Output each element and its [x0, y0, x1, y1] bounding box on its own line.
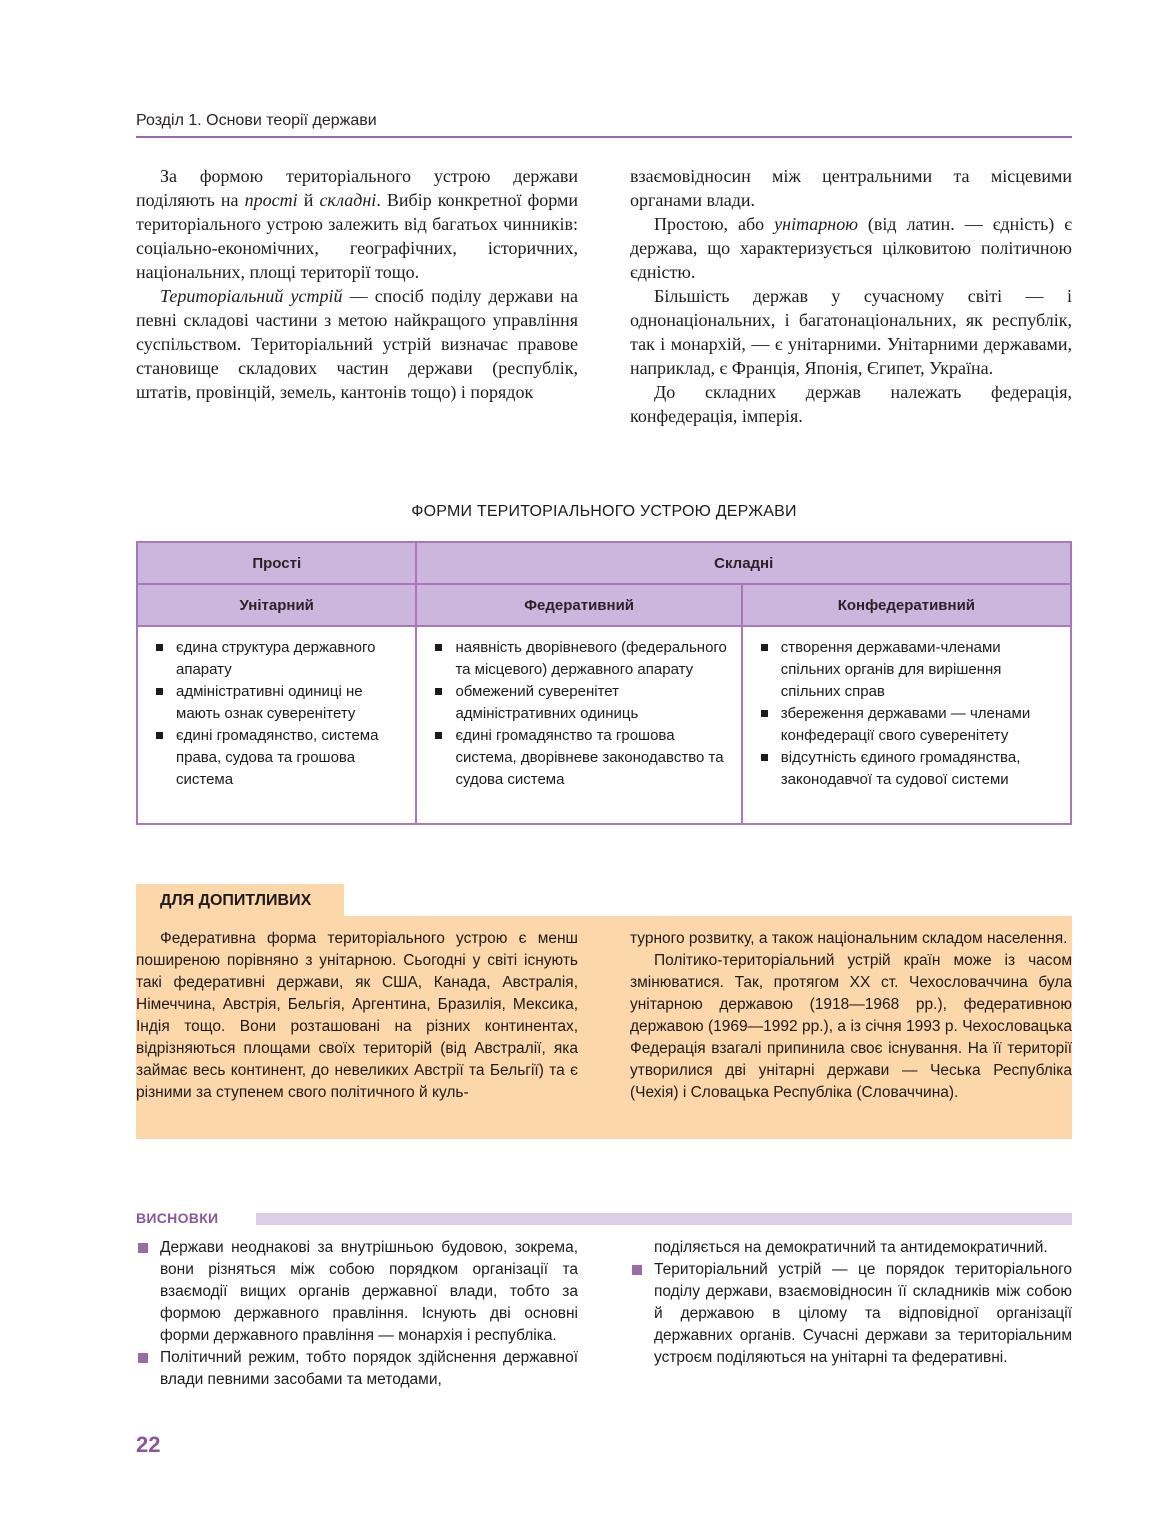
conclusions-left-column [136, 1237, 578, 1391]
list-item: єдині громадянство, система права, судова та грошова система [152, 725, 403, 791]
forms-table [136, 541, 1072, 825]
header-confederal: Конфедеративний [742, 584, 1071, 626]
cell-confederal [742, 626, 1071, 824]
body-paragraph: Територіальний устрій — спосіб поділу держави на певні складові частини з метою найкращого управління суспільством. Територіальний устрій визначає правове становище складових частин держави (республік, штатів, провінцій, земель, кантонів тощо) і порядок [136, 286, 578, 402]
conclusions-label: ВИСНОВКИ [136, 1210, 219, 1226]
list-item: обмежений суверенітет адміністративних одиниць [431, 681, 728, 725]
list-item: створення державами-членами спільних органів для вирішення спільних справ [757, 637, 1058, 703]
intro-text [136, 164, 1072, 428]
conclusion-item: Політичний режим, тобто порядок здійснення державної влади певними засобами та методами, [136, 1347, 578, 1391]
list-item: єдина структура державного апарату [152, 637, 403, 681]
intro-left-column [136, 164, 578, 428]
cell-federal [416, 626, 741, 824]
body-paragraph: За формою територіального устрою держави поділяють на прості й складні. Вибір конкретної форми територіального устрою залежить від багатьох чинників: соціально-економічних, географічних, історичних, національних, площі території тощо. [136, 166, 578, 282]
intro-right-column [630, 164, 1072, 428]
conclusions-text [136, 1237, 1072, 1391]
list-item: єдині громадянство та грошова система, дворівневе законодавство та судова система [431, 725, 728, 791]
curious-paragraph: Федеративна форма територіального устрою є менш поширеною порівняно з унітарною. Сьогодні у світі існують такі федеративні держави, як США, Канада, Австралія, Німеччина, Австрія, Бельгія, Аргентина, Бразилія, Мексика, Індія тощо. Вони розташовані на різних континентах, відрізняються площами своїх територій (від Австралії, яка займає весь континент, до невеликих Австрії та Бельгії) та є різними за ступенем свого політичного й куль- [136, 930, 578, 1101]
curious-paragraph: Політико-територіальний устрій країн може із часом змінюватися. Так, протягом XX ст. Чехословаччина була унітарною державою (1918—1968 рр.), федеративною державою (1969—1992 рр.), а із січня 1993 р. Чехословацька Федерація взагалі припинила своє існування. На її території утворилися дві унітарні держави — Чеська Республіка (Чехія) і Словацька Республіка (Словаччина). [630, 952, 1072, 1101]
list-item: адміністративні одиниці не мають ознак суверенітету [152, 681, 403, 725]
conclusions-right-column [630, 1237, 1072, 1391]
square-bullet-icon [138, 1353, 148, 1363]
conclusions-bar [256, 1213, 1072, 1225]
curious-right-column [630, 928, 1072, 1104]
conclusion-item: Держави неоднакові за внутрішньою будовою, зокрема, вони різняться між собою порядком організації та взаємодії вищих органів державної влади, тобто за формою державного правління. Існують дві основні форми державного правління — монархія і республіка. [136, 1237, 578, 1347]
header-complex: Складні [416, 542, 1071, 584]
curious-text [136, 928, 1072, 1104]
square-bullet-icon [138, 1243, 148, 1253]
body-paragraph: Простою, або унітарною (від латин. — єдність) є держава, що характеризується цілковитою політичною єдністю. [630, 214, 1072, 282]
table-title: ФОРМИ ТЕРИТОРІАЛЬНОГО УСТРОЮ ДЕРЖАВИ [411, 503, 797, 520]
square-bullet-icon [632, 1265, 642, 1275]
list-item: наявність дворівневого (федерального та місцевого) державного апарату [431, 637, 728, 681]
curious-paragraph: турного розвитку, а також національним складом населення. [630, 930, 1068, 947]
page-number: 22 [136, 1432, 161, 1457]
body-paragraph: До складних держав належать федерація, конфедерація, імперія. [630, 382, 1072, 426]
curious-left-column [136, 928, 578, 1104]
curious-label: ДЛЯ ДОПИТЛИВИХ [160, 892, 312, 909]
cell-unitary [137, 626, 416, 824]
section-title: Розділ 1. Основи теорії держави [136, 112, 377, 129]
curious-tab [136, 884, 344, 916]
page-header [136, 108, 1072, 138]
list-item: відсутність єдиного громадянства, законодавчої та судової системи [757, 747, 1058, 791]
header-simple: Прості [137, 542, 416, 584]
body-paragraph: взаємовідносин між центральними та місцевими органами влади. [630, 166, 1072, 210]
header-federal: Федеративний [416, 584, 741, 626]
conclusion-item-continued: поділяється на демократичний та антидемократичний. [654, 1239, 1048, 1256]
list-item: збереження державами — членами конфедерації свого суверенітету [757, 703, 1058, 747]
body-paragraph: Більшість держав у сучасному світі — і однонаціональних, і багатонаціональних, як республік, так і монархій, — є унітарними. Унітарними державами, наприклад, є Франція, Японія, Єгипет, Україна. [630, 286, 1072, 378]
conclusion-item: Територіальний устрій — це порядок територіального поділу держави, взаємовідносин її складників між собою й державою в цілому та відповідної організації державних органів. Сучасні держави за територіальним устроєм поділяються на унітарні та федеративні. [630, 1259, 1072, 1369]
header-unitary: Унітарний [137, 584, 416, 626]
